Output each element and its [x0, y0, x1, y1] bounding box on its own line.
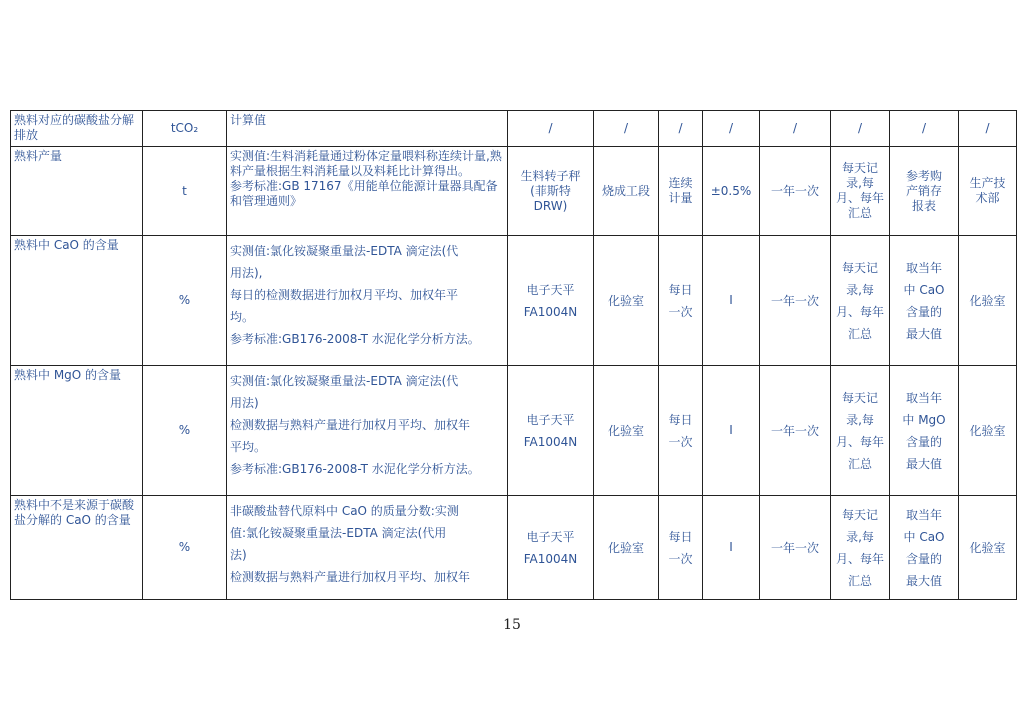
frequency-cell — [659, 236, 703, 366]
instrument-line: FA1004N — [523, 304, 578, 319]
method-line: 实测值:氯化铵凝聚重量法-EDTA 滴定法(代 — [230, 244, 459, 258]
record-line: 汇总 — [847, 573, 872, 588]
instrument-line: 电子天平 — [526, 529, 575, 544]
source-cell — [890, 111, 959, 147]
param-cell: 熟料产量 — [11, 147, 143, 236]
table-row — [11, 147, 1017, 236]
record-line: 月、每年 — [835, 191, 884, 205]
table-row — [11, 236, 1017, 366]
frequency-cell — [659, 366, 703, 496]
record-cell — [831, 496, 890, 600]
source-line: 最大值 — [905, 573, 942, 588]
calibration-cell — [760, 111, 831, 147]
method-line: 用法) — [230, 396, 259, 410]
department-line: 化验室 — [969, 540, 1006, 555]
method-line: 检测数据与熟料产量进行加权月平均、加权年 — [230, 418, 471, 432]
method-line: 平均。 — [230, 440, 267, 454]
location-line: 化验室 — [607, 293, 644, 308]
instrument-line: DRW) — [533, 198, 568, 213]
record-line: 每天记 — [841, 390, 878, 405]
record-line: 月、每年 — [835, 551, 884, 566]
location-cell — [594, 111, 659, 147]
method-line: 用法), — [230, 266, 263, 280]
location-cell — [594, 236, 659, 366]
calibration-cell — [760, 147, 831, 236]
frequency-line: 每日 — [668, 412, 693, 427]
department-cell — [959, 236, 1017, 366]
record-cell — [831, 111, 890, 147]
department-cell — [959, 111, 1017, 147]
monitoring-table — [10, 110, 1017, 600]
method-line: 值:氯化铵凝聚重量法-EDTA 滴定法(代用 — [230, 526, 447, 540]
source-line: 含量的 — [905, 304, 942, 319]
frequency-cell — [659, 147, 703, 236]
frequency-cell — [659, 111, 703, 147]
record-line: 录,每 — [846, 529, 874, 544]
department-cell — [959, 366, 1017, 496]
record-line: 汇总 — [847, 326, 872, 341]
table-row — [11, 496, 1017, 600]
method-line: 每日的检测数据进行加权月平均、加权年平 — [230, 288, 459, 302]
param-cell: 熟料中 MgO 的含量 — [11, 366, 143, 496]
unit-cell: % — [143, 236, 227, 366]
source-line: 含量的 — [905, 434, 942, 449]
location-line: / — [623, 121, 629, 135]
source-line: 取当年 — [905, 507, 942, 522]
calibration-cell — [760, 366, 831, 496]
calibration-line: 一年一次 — [770, 423, 819, 438]
method-line: 参考标准:GB176-2008-T 水泥化学分析方法。 — [230, 332, 480, 346]
record-line: 月、每年 — [835, 304, 884, 319]
source-cell — [890, 496, 959, 600]
frequency-line: / — [678, 121, 683, 135]
page-number: 15 — [503, 617, 521, 633]
frequency-line: 一次 — [668, 551, 693, 566]
location-line: 化验室 — [607, 423, 644, 438]
table-row — [11, 366, 1017, 496]
calibration-line: 一年一次 — [770, 183, 819, 198]
method-line: 非碳酸盐替代原料中 CaO 的质量分数:实测 — [230, 504, 459, 518]
record-line: 汇总 — [847, 206, 872, 220]
method-cell — [227, 366, 508, 496]
source-line: 取当年 — [905, 260, 942, 275]
source-line: 报表 — [911, 198, 936, 213]
param-cell: 熟料中不是来源于碳酸盐分解的 CaO 的含量 — [11, 496, 143, 600]
method-line: 法) — [230, 548, 247, 562]
instrument-line: 电子天平 — [526, 282, 575, 297]
department-line: 生产技 — [969, 176, 1006, 190]
department-cell — [959, 496, 1017, 600]
source-line: 产销存 — [905, 183, 942, 198]
frequency-line: 每日 — [668, 529, 693, 544]
frequency-line: 每日 — [668, 282, 693, 297]
department-line: 化验室 — [969, 293, 1006, 308]
instrument-cell — [508, 366, 594, 496]
record-cell — [831, 366, 890, 496]
location-line: 烧成工段 — [601, 183, 650, 198]
accuracy-cell: / — [703, 111, 760, 147]
location-cell — [594, 496, 659, 600]
record-cell — [831, 147, 890, 236]
record-line: 每天记 — [841, 260, 878, 275]
calibration-line: 一年一次 — [770, 540, 819, 555]
source-line: 取当年 — [905, 390, 942, 405]
location-line: 化验室 — [607, 540, 644, 555]
frequency-line: 一次 — [668, 304, 693, 319]
source-line: 中 CaO — [903, 282, 945, 297]
department-cell — [959, 147, 1017, 236]
accuracy-cell: ±0.5% — [703, 147, 760, 236]
record-line: 录,每 — [846, 282, 874, 297]
accuracy-cell: I — [703, 496, 760, 600]
method-cell — [227, 111, 508, 147]
source-line: 中 MgO — [902, 412, 946, 427]
record-line: / — [857, 121, 863, 135]
source-line: 最大值 — [905, 456, 942, 471]
unit-cell: t — [143, 147, 227, 236]
record-line: 汇总 — [847, 456, 872, 471]
calibration-line: 一年一次 — [770, 293, 819, 308]
unit-cell: tCO₂ — [143, 111, 227, 147]
method-cell — [227, 236, 508, 366]
method-line: 均。 — [230, 310, 255, 324]
instrument-line: 生料转子秤 — [520, 168, 581, 183]
accuracy-cell: I — [703, 366, 760, 496]
instrument-line: FA1004N — [523, 551, 578, 566]
source-cell — [890, 236, 959, 366]
record-line: 每天记 — [841, 507, 878, 522]
record-cell — [831, 236, 890, 366]
instrument-cell — [508, 236, 594, 366]
record-line: 每天记 — [841, 161, 878, 175]
unit-cell: % — [143, 496, 227, 600]
method-line: 参考标准:GB 17167《用能单位能源计量器具配备和管理通则》 — [230, 179, 498, 208]
location-cell — [594, 366, 659, 496]
method-line: 参考标准:GB176-2008-T 水泥化学分析方法。 — [230, 462, 480, 476]
source-line: 参考购 — [905, 168, 942, 183]
source-line: 最大值 — [905, 326, 942, 341]
method-line: 实测值:氯化铵凝聚重量法-EDTA 滴定法(代 — [230, 374, 459, 388]
instrument-line: (菲斯特 — [530, 183, 571, 198]
method-cell — [227, 147, 508, 236]
instrument-line: 电子天平 — [526, 412, 575, 427]
accuracy-cell: I — [703, 236, 760, 366]
instrument-cell — [508, 496, 594, 600]
department-line: / — [985, 121, 990, 135]
instrument-cell — [508, 147, 594, 236]
method-line: 计算值 — [230, 113, 267, 127]
source-cell — [890, 366, 959, 496]
unit-cell: % — [143, 366, 227, 496]
method-line: 检测数据与熟料产量进行加权月平均、加权年 — [230, 570, 471, 584]
calibration-cell — [760, 496, 831, 600]
record-line: 录,每 — [846, 176, 874, 190]
frequency-line: 连续 — [668, 176, 693, 190]
source-line: 含量的 — [905, 551, 942, 566]
location-cell — [594, 147, 659, 236]
param-cell: 熟料对应的碳酸盐分解排放 — [11, 111, 143, 147]
method-line: 实测值:生料消耗量通过粉体定量喂料称连续计量,熟料产量根据生料消耗量以及料耗比计算得出。 — [230, 149, 502, 178]
source-line: 中 CaO — [903, 529, 945, 544]
record-line: 月、每年 — [835, 434, 884, 449]
source-cell — [890, 147, 959, 236]
instrument-line: / — [548, 121, 553, 135]
instrument-line: FA1004N — [523, 434, 578, 449]
frequency-line: 计量 — [668, 191, 693, 205]
method-cell — [227, 496, 508, 600]
calibration-cell — [760, 236, 831, 366]
record-line: 录,每 — [846, 412, 874, 427]
frequency-cell — [659, 496, 703, 600]
department-line: 化验室 — [969, 423, 1006, 438]
source-line: / — [921, 121, 927, 135]
table-row — [11, 111, 1017, 147]
instrument-cell — [508, 111, 594, 147]
frequency-line: 一次 — [668, 434, 693, 449]
calibration-line: / — [792, 121, 798, 135]
department-line: 术部 — [975, 191, 1000, 205]
param-cell: 熟料中 CaO 的含量 — [11, 236, 143, 366]
